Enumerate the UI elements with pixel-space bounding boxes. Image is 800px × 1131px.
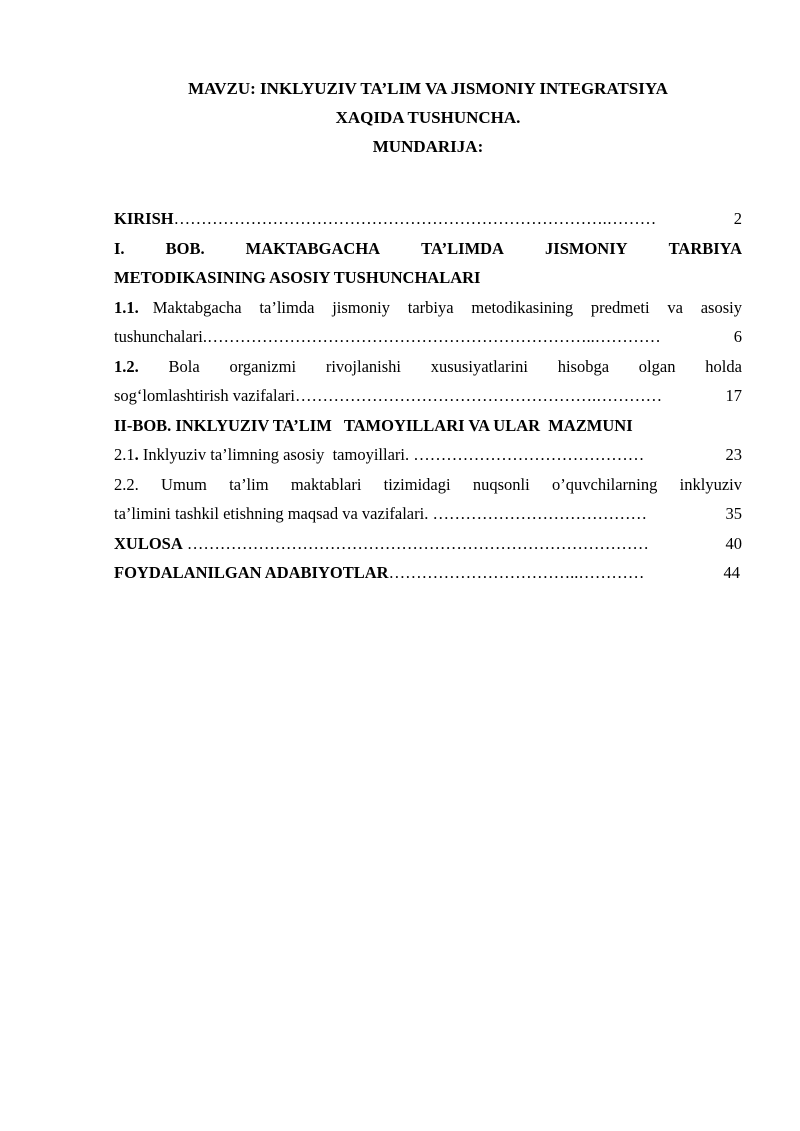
toc-section-title-cont: ta’limini tashkil etishning maqsad va vazifalari.: [114, 504, 433, 523]
toc-section-number: 1.2.: [114, 356, 139, 376]
title-line-2: XAQIDA TUSHUNCHA.: [335, 108, 521, 127]
toc-page-number: 44: [723, 563, 740, 582]
toc-entry-intro[interactable]: [114, 204, 742, 234]
toc-chapter-1-heading-cont: METODIKASINING ASOSIY TUSHUNCHALARI: [114, 268, 481, 287]
toc-leader-dots: ……………………………………………………………..…………: [207, 327, 661, 346]
title-line-1: MAVZU: INKLYUZIV TA’LIM VA JISMONIY INTEGRATSIYA: [188, 79, 668, 98]
toc-section-title: Inklyuziv ta’limning asosiy tamoyillari.: [138, 445, 414, 464]
toc-word: hisobga: [557, 356, 610, 376]
toc-word: xususiyatlarini: [430, 356, 528, 376]
toc-word: organizmi: [229, 356, 297, 376]
toc-entry-2-2-cont[interactable]: [114, 499, 742, 529]
contents-heading: MUNDARIJA:: [372, 137, 484, 156]
toc-leader-dots: …………………………………………………………………….………: [173, 209, 657, 228]
toc-section-title-cont: tushunchalari.: [114, 327, 208, 346]
chapter-word: TARBIYA: [668, 238, 742, 258]
toc-page-number: 23: [725, 445, 742, 464]
table-of-contents: [114, 204, 742, 588]
toc-word: rivojlanishi: [325, 356, 401, 376]
toc-entry-conclusion[interactable]: [114, 529, 742, 559]
toc-section-title-cont: sog‘lomlashtirish vazifalari: [114, 386, 295, 405]
chapter-word: TA’LIMDA: [421, 238, 504, 258]
toc-word: Bola: [168, 356, 200, 376]
toc-chapter-2-heading[interactable]: II-BOB. INKLYUZIV TA’LIM TAMOYILLARI VA ULAR MAZMUNI: [114, 415, 633, 435]
document-title: [56, 74, 800, 161]
toc-entry-1-2[interactable]: [114, 352, 742, 382]
chapter-word: MAKTABGACHA: [245, 238, 381, 258]
toc-entry-1-1[interactable]: [114, 293, 742, 323]
toc-section-number-dot: .: [134, 445, 139, 464]
toc-section-number: 1.1.: [114, 297, 139, 317]
toc-entry-1-1-cont[interactable]: [114, 322, 742, 352]
toc-page-number: 6: [733, 327, 742, 346]
toc-page-number: 40: [725, 533, 742, 553]
toc-leader-dots: ……………………………..…………: [388, 563, 645, 582]
toc-leader-dots: ……………………………………: [413, 445, 645, 464]
chapter-word: JISMONIY: [545, 238, 628, 258]
toc-entry-2-2[interactable]: 2.2. Umum ta’lim maktablari tizimidagi nuqsonli o’quvchilarning inklyuziv: [114, 474, 742, 494]
toc-entry-label: XULOSA: [114, 533, 183, 553]
toc-entry-references[interactable]: [114, 558, 740, 588]
toc-chapter-1-heading[interactable]: [114, 234, 742, 264]
toc-entry-2-1[interactable]: [114, 440, 742, 470]
chapter-word: BOB.: [165, 238, 205, 258]
toc-leader-dots: …………………………………………………………………………: [182, 533, 649, 553]
chapter-word: I.: [114, 238, 125, 258]
toc-page-number: 2: [733, 209, 742, 228]
toc-section-number: 2.1: [114, 445, 135, 464]
toc-leader-dots: ……………………………………………….…………: [295, 386, 663, 405]
toc-word: holda: [705, 356, 742, 376]
toc-word: olgan: [638, 356, 676, 376]
toc-entry-label: KIRISH: [114, 209, 174, 228]
toc-entry-label: FOYDALANILGAN ADABIYOTLAR: [114, 563, 389, 582]
toc-entry-1-2-cont[interactable]: [114, 381, 742, 411]
toc-leader-dots: …………………………………: [432, 504, 647, 523]
toc-section-title: Maktabgacha ta’limda jismoniy tarbiya metodikasining predmeti va asosiy: [152, 297, 742, 317]
toc-page-number: 35: [725, 504, 742, 523]
toc-page-number: 17: [725, 386, 742, 405]
